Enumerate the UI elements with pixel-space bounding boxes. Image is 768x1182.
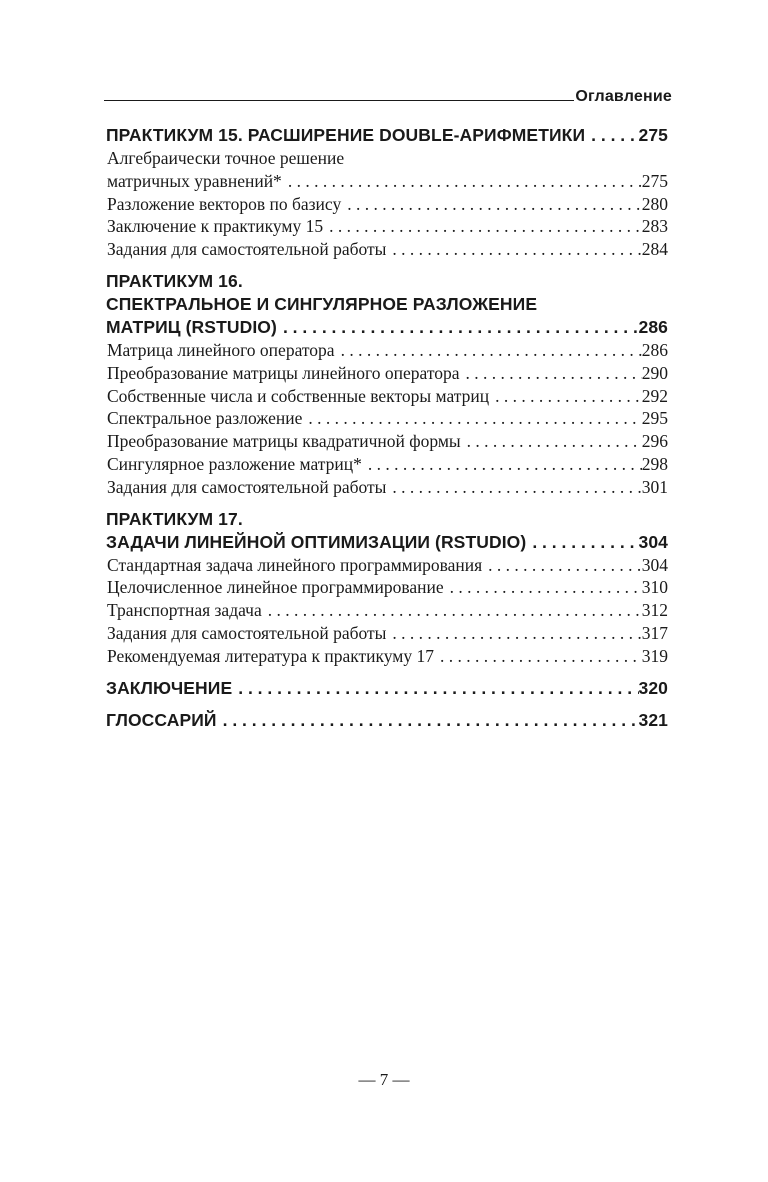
section-page-number: 275: [638, 125, 668, 145]
toc-entry-page-number: 304: [641, 554, 668, 575]
dot-leader: [386, 476, 641, 499]
section-title-text: ЗАКЛЮЧЕНИЕ: [106, 677, 233, 698]
dot-leader: [277, 316, 639, 339]
section-title-text: ПРАКТИКУМ 17.: [106, 508, 243, 529]
section-page-number: 304: [638, 531, 668, 552]
toc-entry-text: Стандартная задача линейного программирования: [107, 554, 483, 575]
toc-entry-page-number: 310: [641, 577, 668, 598]
toc-entry-page-number: 295: [641, 408, 668, 429]
running-header-title: Оглавление: [575, 88, 672, 105]
section-title-text: ЗАДАЧИ ЛИНЕЙНОЙ ОПТИМИЗАЦИИ (RSTUDIO): [106, 531, 527, 552]
toc-entry-text: Задания для самостоятельной работы: [107, 476, 387, 497]
toc-entry-text: Транспортная задача: [107, 600, 262, 621]
toc-entry[interactable]: [106, 622, 668, 645]
toc-entry[interactable]: [106, 576, 668, 599]
toc-entry[interactable]: [106, 339, 668, 362]
dot-leader: [386, 622, 641, 645]
section-title-text: СПЕКТРАЛЬНОЕ И СИНГУЛЯРНОЕ РАЗЛОЖЕНИЕ: [106, 293, 538, 314]
dot-leader: [434, 645, 642, 668]
dot-leader: [444, 576, 642, 599]
dot-leader: [302, 407, 641, 430]
toc-entry-text: Алгебраически точное решение: [107, 148, 345, 168]
toc-section: [106, 508, 668, 668]
dot-leader: [489, 385, 642, 408]
dot-leader: [482, 554, 642, 577]
section-page-number: 321: [638, 709, 668, 730]
table-of-contents: [106, 124, 668, 741]
section-title-text: ПРАКТИКУМ 16.: [106, 270, 243, 291]
section-title-entry[interactable]: [106, 316, 668, 339]
toc-entry[interactable]: [106, 599, 668, 622]
dot-leader: [217, 709, 639, 732]
section-title-entry[interactable]: [106, 531, 668, 554]
toc-entry-line: [106, 147, 668, 170]
toc-entry-page-number: 317: [641, 622, 668, 643]
dot-leader: [282, 170, 642, 193]
toc-entry[interactable]: [106, 215, 668, 238]
dot-leader: [232, 677, 638, 700]
toc-entry-page-number: 286: [641, 339, 668, 360]
section-title-entry[interactable]: [106, 677, 668, 700]
toc-entry[interactable]: [106, 407, 668, 430]
toc-entry-page-number: 312: [641, 600, 668, 621]
page-number: — 7 —: [358, 1070, 410, 1089]
dot-leader: [461, 430, 642, 453]
toc-entry-page-number: 283: [641, 216, 668, 237]
section-page-number: 286: [638, 316, 668, 337]
section-title-text: МАТРИЦ (RSTUDIO): [106, 316, 277, 337]
dot-leader: [386, 238, 641, 261]
dot-leader: [585, 124, 638, 147]
toc-entry[interactable]: [106, 430, 668, 453]
toc-entry-text: Разложение векторов по базису: [107, 193, 342, 214]
dot-leader: [323, 215, 642, 238]
toc-section: [106, 124, 668, 261]
dot-leader: [362, 453, 642, 476]
toc-section: [106, 677, 668, 700]
toc-entry-text: Собственные числа и собственные векторы матриц: [107, 385, 490, 406]
toc-entry-page-number: 284: [641, 239, 668, 260]
toc-entry-page-number: 296: [641, 431, 668, 452]
toc-entry-text: Заключение к практикуму 15: [107, 216, 324, 237]
section-title-line: [106, 293, 668, 316]
dot-leader: [335, 339, 642, 362]
toc-entry-text: Сингулярное разложение матриц*: [107, 453, 362, 474]
toc-entry[interactable]: [106, 238, 668, 261]
toc-entry-page-number: 290: [641, 362, 668, 383]
toc-entry[interactable]: [106, 476, 668, 499]
toc-entry[interactable]: [106, 645, 668, 668]
toc-entry-text: Матрица линейного оператора: [107, 339, 335, 360]
toc-entry[interactable]: [106, 193, 668, 216]
toc-entry-page-number: 280: [641, 193, 668, 214]
toc-entry-page-number: 275: [641, 170, 668, 191]
dot-leader: [526, 531, 638, 554]
toc-entry-text: Рекомендуемая литература к практикуму 17: [107, 645, 434, 666]
toc-entry-text: Задания для самостоятельной работы: [107, 622, 387, 643]
dot-leader: [460, 362, 642, 385]
toc-section: [106, 709, 668, 732]
dot-leader: [262, 599, 642, 622]
section-title-text: ГЛОССАРИЙ: [106, 709, 217, 730]
toc-entry[interactable]: [106, 385, 668, 408]
section-title-text: ПРАКТИКУМ 15. РАСШИРЕНИЕ DOUBLE-АРИФМЕТИКИ: [106, 125, 586, 145]
toc-entry[interactable]: [106, 170, 668, 193]
toc-entry-text: Преобразование матрицы квадратичной формы: [107, 431, 461, 452]
toc-entry-text: матричных уравнений*: [107, 170, 282, 191]
toc-entry[interactable]: [106, 453, 668, 476]
header-rule: [104, 100, 574, 101]
section-title-entry[interactable]: [106, 124, 668, 147]
toc-entry-text: Спектральное разложение: [107, 408, 303, 429]
toc-entry[interactable]: [106, 554, 668, 577]
toc-entry-page-number: 319: [641, 645, 668, 666]
section-title-entry[interactable]: [106, 709, 668, 732]
toc-entry-text: Задания для самостоятельной работы: [107, 239, 387, 260]
toc-entry-text: Целочисленное линейное программирование: [107, 577, 444, 598]
toc-entry-page-number: 292: [641, 385, 668, 406]
toc-entry-page-number: 298: [641, 453, 668, 474]
section-title-line: [106, 270, 668, 293]
section-title-line: [106, 508, 668, 531]
toc-entry-text: Преобразование матрицы линейного оператора: [107, 362, 460, 383]
toc-section: [106, 270, 668, 499]
dot-leader: [341, 193, 642, 216]
toc-entry[interactable]: [106, 362, 668, 385]
section-page-number: 320: [638, 677, 668, 698]
toc-entry-page-number: 301: [641, 476, 668, 497]
